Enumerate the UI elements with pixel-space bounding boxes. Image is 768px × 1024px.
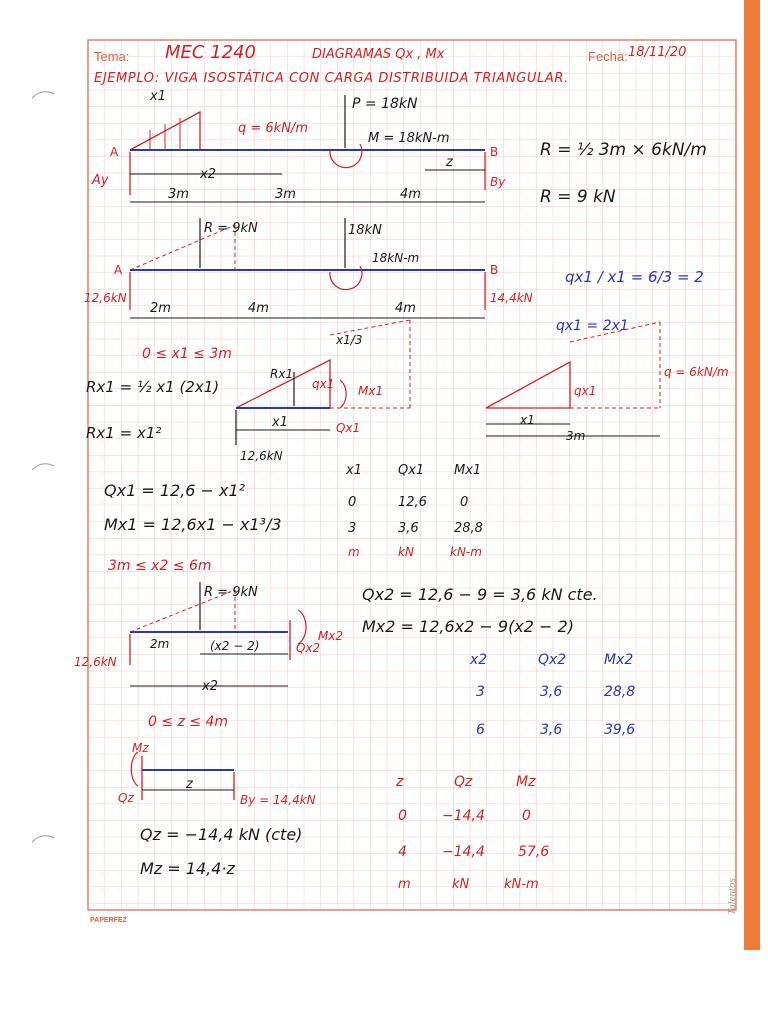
table2-cell: 3 [476,684,485,700]
beam2-d1: 2m [150,301,171,316]
table3-cell: −14,4 [442,808,485,824]
section1-eq1: Rx1 = ½ x1 (2x1) [86,378,220,396]
section1-Qx1: Qx1 [336,421,361,435]
table1-cell: 0 [348,495,357,510]
section2-range: 3m ≤ x2 ≤ 6m [108,558,212,574]
beam1-A: A [110,145,119,159]
table3-cell: kN [452,877,470,892]
section1-Rx1: Rx1 [270,367,294,381]
beam1-x2: x2 [200,167,216,182]
section1-M: Mx1 = 12,6x1 − x1³/3 [104,515,282,534]
section1-x13: x1/3 [336,333,363,347]
section1-Q: Qx1 = 12,6 − x1² [104,481,246,500]
table2-cell: 39,6 [604,722,636,738]
beam1-d1: 3m [168,187,189,202]
beam2-By: 14,4kN [490,291,533,305]
table1-cell: 12,6 [398,495,427,510]
side-brand: Talentos [726,878,738,915]
beam2-d3: 4m [395,301,416,316]
table3-header: Mz [516,774,536,790]
table1-header: Qx1 [398,463,425,478]
section1-eq2: Rx1 = x1² [86,424,162,442]
section1-Mx1: Mx1 [358,384,384,398]
section2-M: Mx2 = 12,6x2 − 9(x2 − 2) [362,617,574,636]
beam1-P: P = 18kN [352,96,418,112]
table1-cell: kN-m [450,545,482,559]
table2-cell: 28,8 [604,684,636,700]
beam2-R: R = 9kN [204,221,258,236]
table2-cell: 3,6 [540,684,563,700]
course-code: MEC 1240 [165,42,257,63]
table1-cell: 28,8 [454,521,483,536]
section3-Qz: Qz [118,791,134,805]
section2-Mx2: Mx2 [318,629,344,643]
section3-range: 0 ≤ z ≤ 4m [148,714,229,730]
table3-cell: kN-m [504,877,539,892]
table1-cell: m [348,545,360,559]
beam1-d3: 4m [400,187,421,202]
beam2-B: B [490,263,499,277]
beam1-q: q = 6kN/m [238,121,308,136]
section2-x2: x2 [202,679,218,694]
triangle-qx1: qx1 [574,384,597,398]
triangle-q: q = 6kN/m [664,365,729,379]
section3-Q: Qz = −14,4 kN (cte) [140,825,303,844]
table1-cell: kN [398,545,414,559]
beam1-z: z [446,155,453,170]
table1-cell: 3,6 [398,521,419,536]
date: 18/11/20 [628,45,687,60]
table2-cell: 3,6 [540,722,563,738]
beam2-P: 18kN [348,223,382,238]
section2-Q: Qx2 = 12,6 − 9 = 3,6 kN cte. [362,585,598,604]
section3-z: z [186,777,193,792]
table1-header: Mx1 [454,463,482,478]
table1-cell: 3 [348,521,357,536]
beam1-By: By [490,175,506,189]
side-strip [744,0,760,950]
beam1-d2: 3m [275,187,296,202]
table3-cell: 4 [398,844,407,860]
table3-cell: 0 [398,808,407,824]
section1-qx1: qx1 [312,377,335,391]
tema-label: Tema: [94,49,130,64]
table3-header: Qz [454,774,473,790]
beam1-Ay: Ay [92,173,109,188]
resultant-eq: R = ½ 3m × 6kN/m [540,140,707,160]
section3-By: By = 14,4kN [240,793,316,807]
section2-dx: (x2 − 2) [210,639,260,653]
section2-Qx2: Qx2 [296,641,321,655]
beam2-A: A [114,263,123,277]
table3-header: z [396,774,404,790]
beam1-x1: x1 [150,89,166,104]
section1-range: 0 ≤ x1 ≤ 3m [142,346,232,362]
section1-support: 12,6kN [240,449,283,463]
section2-R: R = 9kN [204,585,258,600]
ratio-eq2: qx1 = 2x1 [556,318,629,334]
table3-cell: 57,6 [518,844,550,860]
table2-header: Mx2 [604,652,634,668]
table2-header: x2 [470,652,488,668]
ratio-eq: qx1 / x1 = 6/3 = 2 [565,268,704,286]
table3-cell: −14,4 [442,844,485,860]
table2-cell: 6 [476,722,485,738]
beam2-Ay: 12,6kN [84,291,127,305]
beam1-M: M = 18kN-m [368,131,450,146]
table1-header: x1 [346,463,362,478]
topic: DIAGRAMAS Qx , Mx [312,47,445,62]
triangle-x1: x1 [520,413,535,427]
brand-logo: PAPERFEZ [90,917,127,924]
resultant-value: R = 9 kN [540,187,616,207]
table3-cell: 0 [522,808,531,824]
beam2-M: 18kN-m [372,251,420,265]
triangle-len: 3m [566,429,586,443]
fecha-label: Fecha: [588,49,628,64]
section3-M: Mz = 14,4·z [140,859,235,878]
example-line: EJEMPLO: VIGA ISOSTÁTICA CON CARGA DISTRIBUIDA TRIANGULAR. [94,71,569,86]
beam2-d2: 4m [248,301,269,316]
section2-d: 2m [150,637,170,651]
table1-cell: 0 [460,495,469,510]
table3-cell: m [398,877,411,892]
section2-support: 12,6kN [74,655,117,669]
section1-x1: x1 [272,415,288,430]
section3-Mz: Mz [132,741,149,755]
beam1-B: B [490,145,499,159]
table2-header: Qx2 [538,652,567,668]
